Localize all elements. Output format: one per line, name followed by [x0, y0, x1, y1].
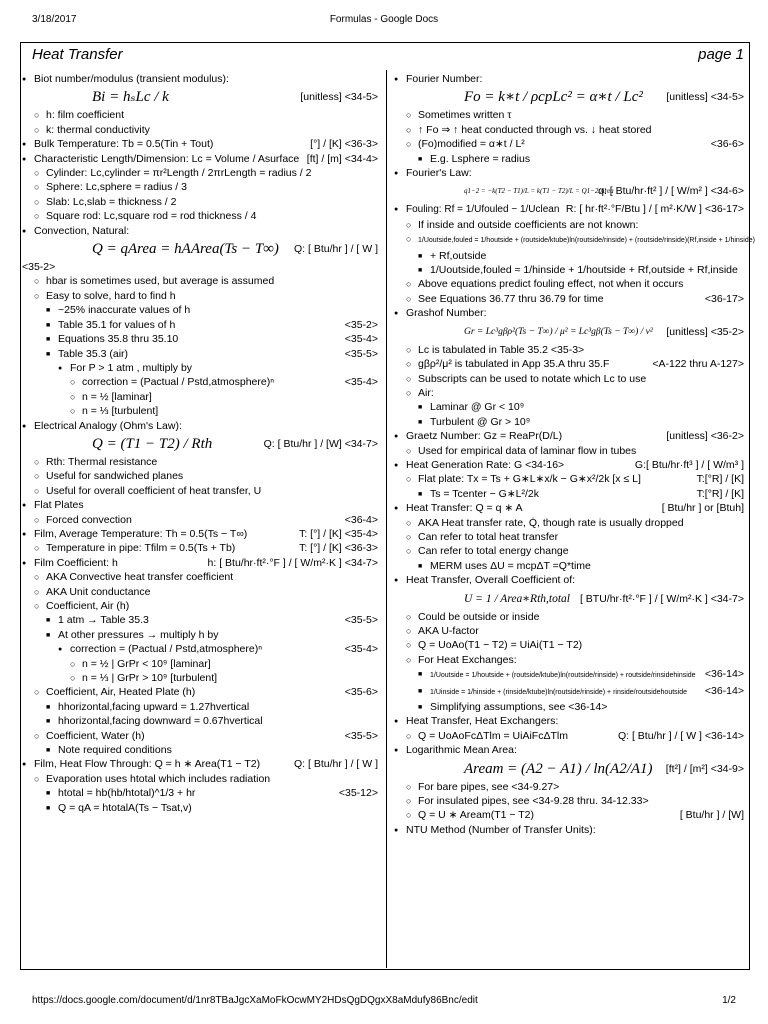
- unit-reference: <35-4>: [344, 643, 378, 656]
- list-item: [22, 390, 378, 404]
- list-item: [22, 195, 378, 209]
- list-item-text: 1/Uinside = 1/hinside + (rinside/ktube)ln(routside/rinside) + rinside/routsidehoutside: [430, 688, 688, 696]
- list-item-text: Slab: Lc,slab = thickness / 2: [46, 195, 177, 208]
- list-item: [394, 292, 744, 306]
- list-item-text: Table 35.1 for values of h: [58, 318, 176, 331]
- list-item-text: MERM uses ΔU = mcpΔT =Q*time: [430, 559, 591, 572]
- list-item-text: Laminar @ Gr < 10⁹: [430, 401, 525, 414]
- list-item-text: Sphere: Lc,sphere = radius / 3: [46, 181, 187, 194]
- unit-reference: [unitless] <34-5>: [300, 91, 378, 104]
- list-item-text: Note required conditions: [58, 744, 172, 757]
- list-item: [394, 516, 744, 530]
- list-item-text: Coefficient, Air (h): [46, 600, 130, 612]
- list-item-text: gβρ²/μ² is tabulated in App 35.A thru 35.F: [418, 358, 610, 371]
- list-item: [394, 684, 744, 700]
- formula-equation: [22, 86, 378, 108]
- list-item-text: Cylinder: Lc,cylinder = πr²Length / 2πrLength = radius / 2: [46, 167, 312, 180]
- formula-text: Aream = (A2 − A1) / ln(A2/A1): [464, 760, 653, 777]
- page-label: page 1: [698, 46, 744, 63]
- list-item: [22, 801, 378, 815]
- unit-reference: T:[°R] / [K]: [696, 473, 744, 486]
- left-formula-list: [22, 72, 378, 815]
- list-item-text: Film Coefficient: h: [34, 556, 118, 569]
- list-item: [394, 559, 744, 573]
- list-item-text: If inside and outside coefficients are not known:: [418, 218, 639, 231]
- list-item: [22, 743, 378, 757]
- list-item: [22, 757, 378, 771]
- list-item-text: correction = (Pactual / Pstd,atmosphere)ⁿ: [70, 643, 263, 656]
- list-item-text: Film, Average Temperature: Th = 0.5(Ts − T∞): [34, 527, 248, 540]
- list-item-text: For insulated pipes, see <34-9.28 thru. 34-12.33>: [418, 795, 649, 808]
- list-item-text: Graetz Number: Gz = ReaPr(D/L): [406, 430, 563, 443]
- list-item: [22, 289, 378, 303]
- list-item: [394, 472, 744, 486]
- list-item-text: htotal = hb(hb/htotal)^1/3 + hr: [58, 787, 196, 800]
- unit-reference: <A-122 thru A-127>: [652, 358, 744, 371]
- list-item-text: See Equations 36.77 thru 36.79 for time: [418, 292, 604, 305]
- list-item: [22, 498, 378, 512]
- unit-reference: <35-12>: [338, 787, 378, 800]
- list-item-text: Table 35.3 (air): [58, 347, 129, 360]
- list-item: [394, 108, 744, 122]
- list-item: [394, 501, 744, 515]
- list-item-text: n = ½ | GrPr < 10⁹ [laminar]: [82, 657, 211, 670]
- list-item: [394, 249, 744, 263]
- list-item: [394, 573, 744, 587]
- list-item: [394, 400, 744, 414]
- list-item: [394, 638, 744, 652]
- list-item: [394, 372, 744, 386]
- unit-reference: <36-17>: [704, 292, 744, 305]
- list-item-text: Film, Heat Flow Through: Q = h ∗ Area(T1 − T2): [34, 758, 261, 771]
- list-item: [22, 541, 378, 555]
- left-column: [22, 72, 378, 815]
- list-item: [22, 671, 378, 685]
- formula-text: Q = (T1 − T2) / Rth: [92, 435, 213, 452]
- list-item-text: ~25% inaccurate values of h: [58, 304, 191, 317]
- formula-equation: [394, 588, 744, 610]
- unit-reference: <35-5>: [344, 347, 378, 360]
- list-item: [394, 624, 744, 638]
- list-item-text: Subscripts can be used to notate which Lc to use: [418, 372, 647, 385]
- list-item-text: Turbulent @ Gr > 10⁹: [430, 415, 531, 428]
- list-item: [394, 357, 744, 371]
- list-item: [22, 224, 378, 238]
- list-item: [394, 232, 755, 248]
- list-item-text: Electrical Analogy (Ohm's Law):: [34, 419, 182, 432]
- list-item-text: At other pressures → multiply h by: [58, 628, 219, 641]
- list-item-text: E.g. Lsphere = radius: [430, 152, 531, 165]
- formula-equation: [394, 321, 744, 343]
- list-item-text: Flat plate: Tx = Ts + G∗L∗x/k − G∗x²/2k [x ≤ L]: [418, 473, 641, 486]
- list-item: [394, 667, 744, 683]
- list-item-text: 1/Uoutside,fouled = 1/houtside + (routside/ktube)ln(routside/rinside) + (routside/rinside)(Rf,inside + 1/hinside): [418, 237, 755, 245]
- unit-reference: [ Btu/hr ] or [Btuh]: [661, 502, 744, 515]
- list-item: [22, 274, 378, 288]
- list-item: [394, 152, 744, 166]
- formula-text: U = 1 / Area∗Rth,total: [464, 592, 570, 605]
- formula-equation: [394, 758, 744, 780]
- list-item: [394, 714, 744, 728]
- list-item-text: Useful for sandwiched planes: [46, 470, 184, 483]
- list-item: [394, 137, 744, 151]
- list-item: [394, 123, 744, 137]
- unit-reference: Q: [ Btu/hr ] / [ W ] <36-14>: [617, 729, 744, 742]
- unit-reference: <35-5>: [344, 614, 378, 627]
- unit-reference: <35-4>: [344, 333, 378, 346]
- list-item: [394, 343, 744, 357]
- list-item-text: Can refer to total energy change: [418, 545, 569, 558]
- unit-reference: q: [ Btu/hr·ft² ] / [ W/m² ] <34-6>: [598, 185, 744, 198]
- formula-text: Fo = k∗t / ρcpLc² = α∗t / Lc²: [464, 89, 643, 106]
- list-item-text: Q = UoAo(T1 − T2) = UiAi(T1 − T2): [418, 639, 583, 652]
- list-item-text: Convection, Natural:: [34, 224, 130, 237]
- unit-reference: R: [ hr·ft²·°F/Btu ] / [ m²·K/W ] <36-17>: [565, 203, 744, 216]
- list-item-text: Above equations predict fouling effect, not when it occurs: [418, 278, 684, 291]
- list-item: [394, 72, 744, 86]
- list-item-text: n = ½ [laminar]: [82, 390, 152, 403]
- list-item-text: Flat Plates: [34, 499, 84, 512]
- unit-reference: <36-14>: [704, 684, 744, 697]
- list-item: [22, 613, 378, 627]
- list-item-text: Can refer to total heat transfer: [418, 530, 559, 543]
- list-item: [394, 544, 744, 558]
- formula-text: q1−2 = −k(T2 − T1)/L = k(T1 − T2)/L = Q1−2/Area: [464, 187, 614, 196]
- column-divider: [386, 70, 387, 968]
- list-item-text: Square rod: Lc,square rod = rod thickness / 4: [46, 210, 257, 223]
- list-item: [22, 419, 378, 433]
- unit-reference: <36-14>: [704, 668, 744, 681]
- list-item-text: h: film coefficient: [46, 109, 125, 122]
- list-item-text: NTU Method (Number of Transfer Units):: [406, 823, 596, 836]
- list-item: [394, 306, 744, 320]
- unit-reference: <36-6>: [710, 138, 744, 151]
- unit-reference: [°] / [K] <36-3>: [310, 138, 378, 151]
- list-item: [22, 786, 378, 800]
- list-item-text: Heat Generation Rate: G <34-16>: [406, 458, 565, 471]
- list-item: [394, 653, 744, 667]
- list-item-text: Used for empirical data of laminar flow in tubes: [418, 444, 637, 457]
- formula-text: Q = qArea = hAArea(Ts − T∞): [92, 241, 279, 258]
- list-item: [394, 218, 744, 232]
- list-item-text: Evaporation uses htotal which includes radiation: [46, 772, 271, 785]
- list-item: [22, 599, 378, 613]
- list-item: [394, 823, 744, 837]
- unit-reference: [unitless] <36-2>: [666, 430, 744, 443]
- unit-reference: T: [°] / [K] <35-4>: [299, 527, 378, 540]
- list-item: [22, 332, 378, 346]
- list-item: [394, 386, 744, 400]
- list-item-text: Heat Transfer, Heat Exchangers:: [406, 715, 559, 728]
- formula-text: Bi = hₛLc / k: [92, 89, 169, 106]
- list-item-text: Characteristic Length/Dimension: Lc = Volume / Asurface: [34, 152, 300, 165]
- list-item-text: Bulk Temperature: Tb = 0.5(Tin + Tout): [34, 138, 214, 151]
- list-item-text: For bare pipes, see <34-9.27>: [418, 780, 560, 793]
- list-item-text: 1/Uoutside = 1/houtside + (routside/ktube)ln(routside/rinside) + routside/rinsidehinside: [430, 672, 696, 680]
- list-item: [394, 415, 744, 429]
- unit-reference: [ft] / [m] <34-4>: [306, 152, 378, 165]
- list-item-text: Useful for overall coefficient of heat transfer, U: [46, 484, 262, 497]
- list-item-text: hhorizontal,facing upward = 1.27hvertical: [58, 700, 250, 713]
- document-title: Heat Transfer: [32, 46, 123, 63]
- formula-text: Gr = Lc³gβρ²(Ts − T∞) / μ² = Lc³gβ(Ts − T∞) / ν²: [464, 326, 653, 337]
- list-item-text: AKA Heat transfer rate, Q̇, though rate is usually dropped: [418, 516, 684, 529]
- list-item: [22, 152, 378, 166]
- list-item: [22, 455, 378, 469]
- list-item: [22, 585, 378, 599]
- list-item: [22, 404, 378, 418]
- unit-reference: Q: [ Btu/hr ] / [W] <34-7>: [263, 437, 378, 450]
- unit-reference: Q: [ Btu/hr ] / [ W ]: [293, 758, 378, 771]
- list-item-text: (Fo)modified = α∗t / L²: [418, 138, 525, 151]
- list-item-text: Coefficient, Water (h): [46, 729, 145, 742]
- list-item: [22, 361, 378, 375]
- list-item-text: Fourier Number:: [406, 73, 483, 85]
- print-tab-title: Formulas - Google Docs: [329, 14, 439, 25]
- list-item: [22, 260, 378, 274]
- list-item: [394, 610, 744, 624]
- list-item: [22, 642, 378, 656]
- list-item: [22, 72, 378, 86]
- list-item: [394, 263, 744, 277]
- list-item-text: <35-2>: [22, 261, 56, 274]
- list-item: [394, 780, 744, 794]
- list-item-text: AKA Unit conductance: [46, 585, 151, 598]
- list-item-text: Equations 35.8 thru 35.10: [58, 333, 179, 346]
- list-item-text: 1 atm → Table 35.3: [58, 614, 149, 627]
- list-item: [22, 657, 378, 671]
- list-item-text: Fouling: Rf = 1/Ufouled − 1/Uclean: [406, 204, 560, 216]
- unit-reference: <35-4>: [344, 376, 378, 389]
- unit-reference: T: [°] / [K] <36-3>: [299, 542, 378, 555]
- list-item-text: hbar is sometimes used, but average is assumed: [46, 275, 275, 288]
- list-item-text: correction = (Pactual / Pstd,atmosphere)ⁿ: [82, 376, 275, 389]
- list-item: [22, 700, 378, 714]
- list-item-text: Could be outside or inside: [418, 610, 540, 623]
- unit-reference: [unitless] <34-5>: [666, 91, 744, 104]
- list-item-text: For P > 1 atm , multiply by: [70, 361, 193, 374]
- list-item-text: Easy to solve, hard to find h: [46, 289, 176, 302]
- list-item-text: k: thermal conductivity: [46, 123, 150, 136]
- unit-reference: T:[°R] / [K]: [696, 487, 744, 500]
- list-item: [22, 375, 378, 389]
- list-item: [394, 530, 744, 544]
- list-item: [22, 513, 378, 527]
- right-formula-list: [394, 72, 755, 837]
- list-item: [22, 303, 378, 317]
- list-item-text: n = ⅓ [turbulent]: [82, 405, 159, 418]
- list-item: [394, 277, 744, 291]
- list-item-text: n = ⅓ | GrPr > 10⁹ [turbulent]: [82, 672, 218, 685]
- unit-reference: <36-4>: [344, 513, 378, 526]
- unit-reference: G:[ Btu/hr·ft³ ] / [ W/m³ ]: [634, 458, 744, 471]
- list-item-text: AKA U-factor: [418, 625, 479, 637]
- formula-equation: [394, 180, 744, 202]
- list-item: [22, 714, 378, 728]
- list-item-text: Q = U ∗ Aream(T1 − T2): [418, 809, 534, 822]
- list-item: [22, 628, 378, 642]
- list-item-text: Lc is tabulated in Table 35.2 <35-3>: [418, 343, 585, 356]
- print-page-number: 1/2: [722, 995, 736, 1006]
- list-item: [394, 729, 744, 743]
- document-title-bar: [32, 46, 744, 68]
- list-item-text: Simplifying assumptions, see <36-14>: [430, 701, 608, 714]
- list-item-text: Air:: [418, 386, 434, 399]
- list-item: [22, 570, 378, 584]
- list-item: [22, 108, 378, 122]
- list-item: [22, 772, 378, 786]
- unit-reference: <35-2>: [344, 318, 378, 331]
- list-item-text: Sometimes written τ: [418, 109, 512, 122]
- list-item: [394, 166, 744, 180]
- unit-reference: [ Btu/hr ] / [W]: [679, 809, 744, 822]
- list-item-text: Logarithmic Mean Area:: [406, 744, 517, 757]
- list-item: [22, 484, 378, 498]
- list-item-text: Ts = Tcenter − G∗L²/2k: [430, 487, 539, 500]
- list-item-text: Rth: Thermal resistance: [46, 455, 158, 468]
- list-item: [22, 729, 378, 743]
- list-item: [22, 469, 378, 483]
- print-date: 3/18/2017: [32, 14, 77, 25]
- list-item: [394, 429, 744, 443]
- list-item-text: + Rf,outside: [430, 249, 487, 262]
- list-item-text: Temperature in pipe: Tfilm = 0.5(Ts + Tb): [46, 542, 236, 555]
- unit-reference: [ BTU/hr·ft²·°F ] / [ W/m²·K ] <34-7>: [579, 592, 744, 605]
- list-item: [22, 318, 378, 332]
- unit-reference: <35-6>: [344, 686, 378, 699]
- formula-equation: [22, 238, 378, 260]
- list-item: [394, 794, 744, 808]
- unit-reference: h: [ Btu/hr·ft²·°F ] / [ W/m²·K ] <34-7>: [207, 556, 378, 569]
- list-item: [22, 556, 378, 570]
- list-item: [22, 180, 378, 194]
- list-item-text: Fourier's Law:: [406, 167, 472, 180]
- list-item: [22, 209, 378, 223]
- list-item: [394, 743, 744, 757]
- list-item-text: hhorizontal,facing downward = 0.67hvertical: [58, 715, 263, 728]
- list-item: [394, 458, 744, 472]
- list-item-text: 1/Uoutside,fouled ≈ 1/hinside + 1/houtside + Rf,outside + Rf,inside: [430, 264, 738, 277]
- list-item-text: For Heat Exchanges:: [418, 653, 517, 666]
- list-item: [22, 527, 378, 541]
- list-item-text: Forced convection: [46, 513, 132, 526]
- list-item-text: AKA Convective heat transfer coefficient: [46, 571, 234, 584]
- list-item: [394, 487, 744, 501]
- list-item: [394, 808, 744, 822]
- document-url: https://docs.google.com/document/d/1nr8TBaJgcXaMoFkOcwMY2HDsQgDQgxX8aMdufy86Bnc/edit: [32, 995, 478, 1006]
- list-item: [22, 685, 378, 699]
- print-header: [0, 14, 768, 30]
- unit-reference: [unitless] <35-2>: [666, 325, 744, 338]
- unit-reference: <35-5>: [344, 729, 378, 742]
- formula-equation: [394, 86, 744, 108]
- list-item: [394, 700, 744, 714]
- print-footer: [0, 995, 768, 1009]
- list-item: [22, 347, 378, 361]
- list-item: [22, 166, 378, 180]
- list-item: [22, 137, 378, 151]
- unit-reference: Q: [ Btu/hr ] / [ W ]: [293, 243, 378, 256]
- list-item-text: Heat Transfer, Overall Coefficient of:: [406, 574, 576, 587]
- formula-equation: [22, 433, 378, 455]
- list-item: [394, 202, 744, 217]
- list-item-text: Biot number/modulus (transient modulus):: [34, 73, 229, 85]
- list-item-text: Heat Transfer: Q = q ∗ A: [406, 502, 523, 515]
- right-column: [394, 72, 755, 837]
- list-item-text: Q = qA = htotalA(Ts − Tsat,v): [58, 801, 192, 814]
- list-item-text: Coefficient, Air, Heated Plate (h): [46, 686, 196, 699]
- unit-reference: [ft²] / [m²] <34-9>: [665, 762, 744, 775]
- list-item: [394, 444, 744, 458]
- list-item-text: Q = UoAoFcΔTlm = UiAiFcΔTlm: [418, 729, 568, 742]
- list-item-text: ↑ Fo ⇒ ↑ heat conducted through vs. ↓ heat stored: [418, 123, 652, 136]
- list-item: [22, 123, 378, 137]
- list-item-text: Grashof Number:: [406, 307, 487, 320]
